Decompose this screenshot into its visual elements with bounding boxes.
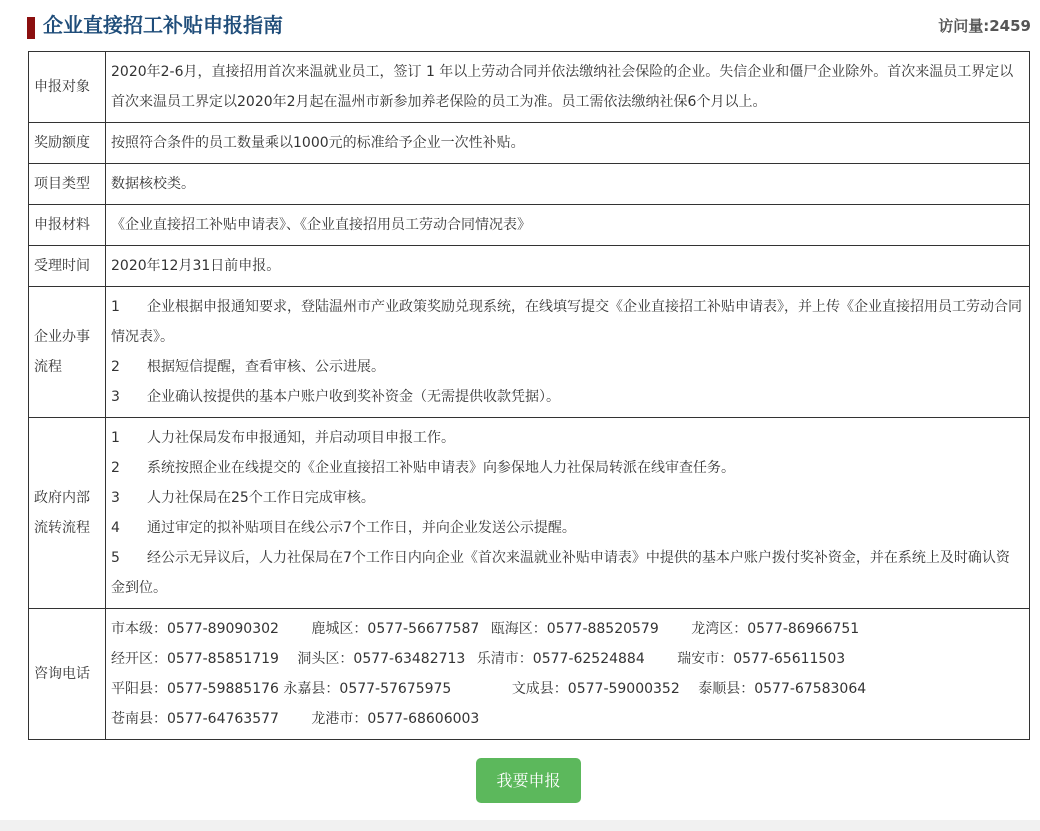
step-number: 2 [111,359,120,375]
page-title: 企业直接招工补贴申报指南 [43,13,283,37]
step-text: 经公示无异议后，人力社保局在7个工作日内向企业《首次来温就业补贴申请表》中提供的基本户账户拨付奖补资金，并在系统上及时确认资金到位。 [111,550,1010,596]
step-text: 根据短信提醒，查看审核、公示进展。 [147,359,385,375]
table-row [29,52,1030,123]
table-row [29,123,1030,164]
phone-entry: 文成县：0577-59000352 [511,681,680,697]
step-number: 3 [111,389,120,405]
row-label: 咨询电话 [29,609,106,740]
process-step [111,483,1023,513]
row-label [29,418,106,609]
label-line: 政府内部 [34,490,90,506]
table-row [29,205,1030,246]
footer-strip [0,820,1040,831]
phone-entry: 龙港市：0577-68606003 [311,711,480,727]
process-step [111,453,1023,483]
row-content: 《企业直接招工补贴申请表》、《企业直接招用员工劳动合同情况表》 [106,205,1030,246]
step-number: 2 [111,460,120,476]
step-text: 人力社保局在25个工作日完成审核。 [147,490,375,506]
row-content: 按照符合条件的员工数量乘以1000元的标准给予企业一次性补贴。 [106,123,1030,164]
step-number: 3 [111,490,120,506]
process-step [111,513,1023,543]
phone-entry: 市本级：0577-89090302 [111,621,279,637]
row-label: 项目类型 [29,164,106,205]
phone-entry: 鹿城区：0577-56677587 [311,621,480,637]
process-step [111,543,1023,603]
visit-counter: 访问量:2459 [938,17,1031,35]
label-line: 流转流程 [34,520,90,536]
label-line: 流程 [34,359,62,375]
phone-entry: 平阳县：0577-59885176 [111,681,279,697]
row-content [106,418,1030,609]
step-text: 通过审定的拟补贴项目在线公示7个工作日，并向企业发送公示提醒。 [147,520,576,536]
step-text: 人力社保局发布申报通知，并启动项目申报工作。 [147,430,455,446]
row-label: 受理时间 [29,246,106,287]
phone-entry: 瑞安市：0577-65611503 [677,651,846,667]
table-row-government-process [29,418,1030,609]
step-number: 1 [111,430,120,446]
table-row-enterprise-process [29,287,1030,418]
row-label: 申报材料 [29,205,106,246]
row-content: 2020年2-6月，直接招用首次来温就业员工，签订 1 年以上劳动合同并依法缴纳社会保险的企业。失信企业和僵尸企业除外。首次来温员工界定以首次来温员工界定以2020年2月起在温州市新参加养老保险的员工为准。员工需依法缴纳社保6个月以上。 [106,52,1030,123]
row-label [29,287,106,418]
row-content: 数据核校类。 [106,164,1030,205]
phone-entry: 泰顺县：0577-67583064 [698,681,867,697]
phone-entry: 龙湾区：0577-86966751 [691,621,860,637]
label-line: 企业办事 [34,329,90,345]
row-label: 奖励额度 [29,123,106,164]
process-step [111,292,1023,352]
phone-entry: 瓯海区：0577-88520579 [490,621,659,637]
table-row [29,246,1030,287]
guide-table [28,51,1030,740]
row-content [106,287,1030,418]
step-text: 系统按照企业在线提交的《企业直接招工补贴申请表》向参保地人力社保局转派在线审查任务。 [147,460,735,476]
row-label: 申报对象 [29,52,106,123]
step-text: 企业确认按提供的基本户账户收到奖补资金（无需提供收款凭据）。 [147,389,560,405]
process-step [111,352,1023,382]
step-number: 4 [111,520,120,536]
step-number: 5 [111,550,120,566]
table-row-contact [29,609,1030,740]
submit-application-button[interactable]: 我要申报 [476,758,581,803]
contact-phones [106,609,1030,740]
page-header [27,8,1031,42]
step-number: 1 [111,299,120,315]
phone-entry: 永嘉县：0577-57675975 [283,681,452,697]
process-step [111,382,1023,412]
phone-entry: 洞头区：0577-63482713 [297,651,466,667]
process-step [111,423,1023,453]
phone-entry: 乐清市：0577-62524884 [476,651,645,667]
row-content: 2020年12月31日前申报。 [106,246,1030,287]
table-row [29,164,1030,205]
step-text: 企业根据申报通知要求，登陆温州市产业政策奖励兑现系统，在线填写提交《企业直接招工补贴申请表》，并上传《企业直接招用员工劳动合同情况表》。 [111,299,1022,345]
title-accent-bar [27,17,35,39]
phone-entry: 苍南县：0577-64763577 [111,711,279,727]
phone-entry: 经开区：0577-85851719 [111,651,279,667]
